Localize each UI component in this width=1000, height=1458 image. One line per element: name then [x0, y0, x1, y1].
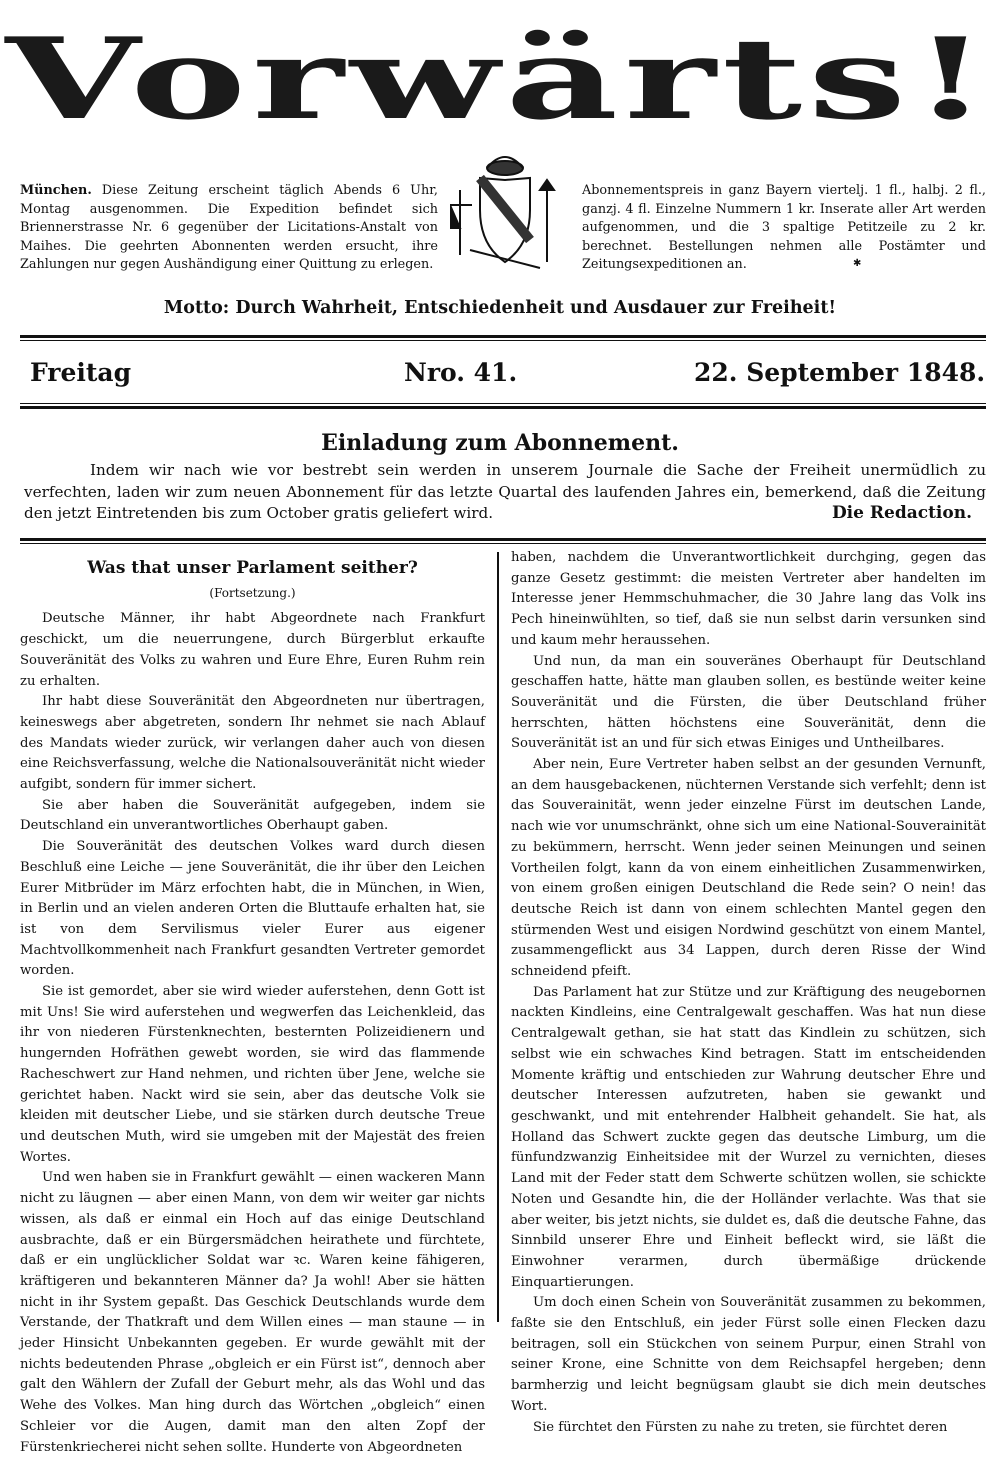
invitation-text: Indem wir nach wie vor bestrebt sein werden in unserem Journale die Sache der Freiheit unermüdlich zu verfechten, laden wir zum neuen Abonnement für das letzte Quartal des laufenden Jahres ein, bemerkend, daß die Zeitung den jetzt Eintretenden bis zum October gratis geliefert wird. Die Redaction. — [24, 461, 986, 523]
publication-info-text: Diese Zeitung erscheint täglich Abends 6 Uhr, Montag ausgenommen. Die Expedition befindet sich Briennerstrasse Nr. 6 gegenüber der Licitations-Anstalt von Maihes. Die geehrten Abonnenten werden ersucht, ihre Zahlungen nur gegen Aushändigung einer Quittung zu erlegen. — [20, 183, 438, 272]
invitation-signature: Die Redaction. — [831, 503, 972, 523]
article-paragraph: Sie fürchtet den Fürsten zu nahe zu treten, sie fürchtet deren — [533, 1419, 948, 1435]
subscription-info: Abonnementspreis in ganz Bayern viertelj. 1 fl., halbj. 2 fl., ganzj. 4 fl. Einzelne Nummern 1 kr. Inserate aller Art werden aufgenommen, und die 3 spaltige Petitzeile zu 2 kr. berechnet. Bestellungen nehmen alle Postämter und Zeitungsexpeditionen an. — [582, 183, 986, 272]
article-subtitle: (Fortsetzung.) — [209, 585, 296, 600]
rule-bottom-thin — [20, 543, 986, 544]
article-paragraph: Und wen haben sie in Frankfurt gewählt — einen wackeren Mann nicht zu läugnen — aber einen Mann, von dem wir weiter gar nichts wissen, als daß er einmal ein Hoch auf das einige Deutschland ausbrachte, daß er ein Bürgersmädchen heirathete und fürchtete, daß er ein unglücklicher Soldat war ꝛc. Waren keine fähigeren, kräftigeren und bekannteren Männer da? Ja wohl! Aber sie hätten nicht in ihr System gepaßt. Das Geschick Deutschlands wurde dem Verstande, der Thatkraft und dem Willen eines — man staune — in jeder Hinsicht Unbekannten gegeben. Er wurde gewählt mit der nichts bedeutenden Phrase „obgleich er ein Fürst ist“, dennoch aber galt den Wählern der Zufall der Geburt mehr, als das Wohl und das Wehe des Volkes. Man hing durch das Wörtchen „obgleich“ einen Schleier vor die Augen, damit man den alten Zopf der Fürstenkriecherei nicht sehen sollte. Hunderte von Abgeordneten — [20, 1170, 485, 1455]
article-title: Was that unser Parlament seither? — [87, 558, 418, 578]
article-column-left — [20, 546, 485, 1458]
ornament-star-icon: ✱ — [853, 258, 862, 269]
article-paragraph: Ihr habt diese Souveränität den Abgeordneten nur übertragen, keineswegs aber abgetreten, sondern Ihr nehmet sie nach Ablauf des Mandats wieder zurück, wir verlangen daher auch von diesen eine Reichsverfassung, welche die Nationalsouveränität nicht wieder aufgibt, sondern für immer sichert. — [20, 694, 485, 793]
dateline-day: Freitag — [30, 358, 132, 387]
rule-mid — [20, 406, 986, 409]
masthead-title: Vorwärts! — [5, 14, 995, 145]
article-paragraph: Die Souveränität des deutschen Volkes ward durch diesen Beschluß eine Leiche — jene Souveränität, die ihr über den Leichen Eurer Mitbrüder im März erfochten habt, die in München, in Wien, in Berlin und an vielen anderen Orten die Bluttaufe erhalten hat, sie ist von dem Servilismus vieler Eurer aus eigener Machtvollkommenheit nach Frankfurt gesandten Vertreter gemordet worden. — [20, 839, 485, 979]
article-paragraph: Deutsche Männer, ihr habt Abgeordnete nach Frankfurt geschickt, um die neuerrungene, durch Bürgerblut erkaufte Souveränität des Volks zu wahren und Eure Ehre, Euren Ruhm rein zu erhalten. — [20, 611, 485, 689]
column-divider — [497, 552, 499, 1322]
coat-of-arms-emblem — [450, 150, 560, 275]
article-paragraph: Aber nein, Eure Vertreter haben selbst an der gesunden Vernunft, an dem hausgebackenen, nüchternen Verstande sich verfehlt; denn ist das Souverainität, wenn jeder einzelne Fürst im deutschen Lande, nach wie vor unumschränkt, ohne sich um eine National-Souverainität zu bekümmern, herrscht. Wenn jeder seinen Meinungen und seinen Vortheilen folgt, kann da von einem einheitlichen Zusammenwirken, von einem großen einigen Deutschland die Rede sein? O nein! das deutsche Reich ist dann von einem schlechten Mantel gegen den stürmenden West und eisigen Nordwind geschützt von einem Mantel, zusammengeflickt aus 34 Lappen, durch deren Risse der Wind schneidend pfeift. — [511, 757, 986, 980]
article-paragraph: Und nun, da man ein souveränes Oberhaupt für Deutschland geschaffen hatte, hätte man glauben sollen, es bestünde weiter keine Souveränität und die Fürsten, die über Deutschland früher herrschten, hätten höchstens eine Souveränität, denn die Souveränität ist an und für sich etwas Einiges und Untheilbares. — [511, 653, 986, 752]
rule-top — [20, 335, 986, 338]
article-paragraph: Sie aber haben die Souveränität aufgegeben, indem sie Deutschland ein unverantwortliches Oberhaupt gaben. — [20, 797, 485, 834]
rule-top-thin — [20, 340, 986, 341]
article-paragraph: Um doch einen Schein von Souveränität zusammen zu bekommen, faßte sie den Entschluß, ein jeder Fürst solle einen Flecken dazu beitragen, soll ein Stückchen von seinem Purpur, einen Strahl von seiner Krone, eine Schnitte von dem Reichsapfel hergeben; denn barmherzig und leicht begnügsam glaubt sie dich mein deutsches Wort. — [511, 1295, 986, 1414]
article-column-right — [511, 548, 986, 1438]
rule-bottom — [20, 538, 986, 541]
dateline-date: 22. September 1848. — [694, 358, 986, 387]
invitation-body — [24, 460, 986, 525]
article-paragraph: Sie ist gemordet, aber sie wird wieder auferstehen, denn Gott ist mit Uns! Sie wird auferstehen und wegwerfen das Leichenkleid, das ihr von niederen Fürstenknechten, besternten Polizeidienern und hungernden Hofräthen gewebt worden, sie wird das flammende Racheschwert zur Hand nehmen, und richten über Jene, welche sie gerichtet haben. Nackt wird sie sein, aber das deutsche Volk sie kleiden mit deutscher Liebe, und sie stärken durch deutsche Treue und deutschen Muth, wird sie umgeben mit der Majestät des freien Wortes. — [20, 984, 485, 1165]
invitation-headline: Einladung zum Abonnement. — [321, 430, 679, 456]
issue-number: Nro. 41. — [404, 358, 518, 387]
city-label: München. — [20, 183, 92, 198]
rule-mid-thin — [20, 403, 986, 404]
motto: Motto: Durch Wahrheit, Entschiedenheit und Ausdauer zur Freiheit! — [163, 298, 837, 318]
publication-info — [20, 182, 438, 275]
article-paragraph: Das Parlament hat zur Stütze und zur Kräftigung des neugebornen nackten Kindleins, eine Centralgewalt geschaffen. Was hat nun diese Centralgewalt gethan, sie hat statt das Kindlein zu schützen, sich selbst wie ein schwaches Kind betragen. Statt im entscheidenden Momente kräftig und entschieden zur Wahrung deutscher Ehre und deutscher Interessen aufzutreten, haben sie gewankt und geschwankt, und mit entehrender Halbheit gehandelt. Sie hat, als Holland das Schwert zuckte gegen das deutsche Limburg, um die fünfundzwanzig Einheitsidee mit der Wurzel zu vernichten, dieses Land mit der Feder statt dem Schwerte schützen wollen, sie schickte Noten und Gesandte hin, die der Holländer verlachte. Was that sie aber weiter, bis jetzt nichts, sie duldet es, daß die deutsche Fahne, das Sinnbild unserer Ehre und Einheit befleckt wird, sie läßt die Einwohner verarmen, durch übermäßige drückende Einquartierungen. — [511, 984, 986, 1290]
article-paragraph: haben, nachdem die Unverantwortlichkeit durchging, gegen das ganze Gesetz gestimmt: die meisten Vertreter aber handelten im Interesse jener Hemmschuhmacher, die 30 Jahre lang das Volk ins Pech hineinwühlten, so tief, daß sie nun selbst darin versunken sind und kaum mehr heraussehen. — [511, 550, 986, 648]
